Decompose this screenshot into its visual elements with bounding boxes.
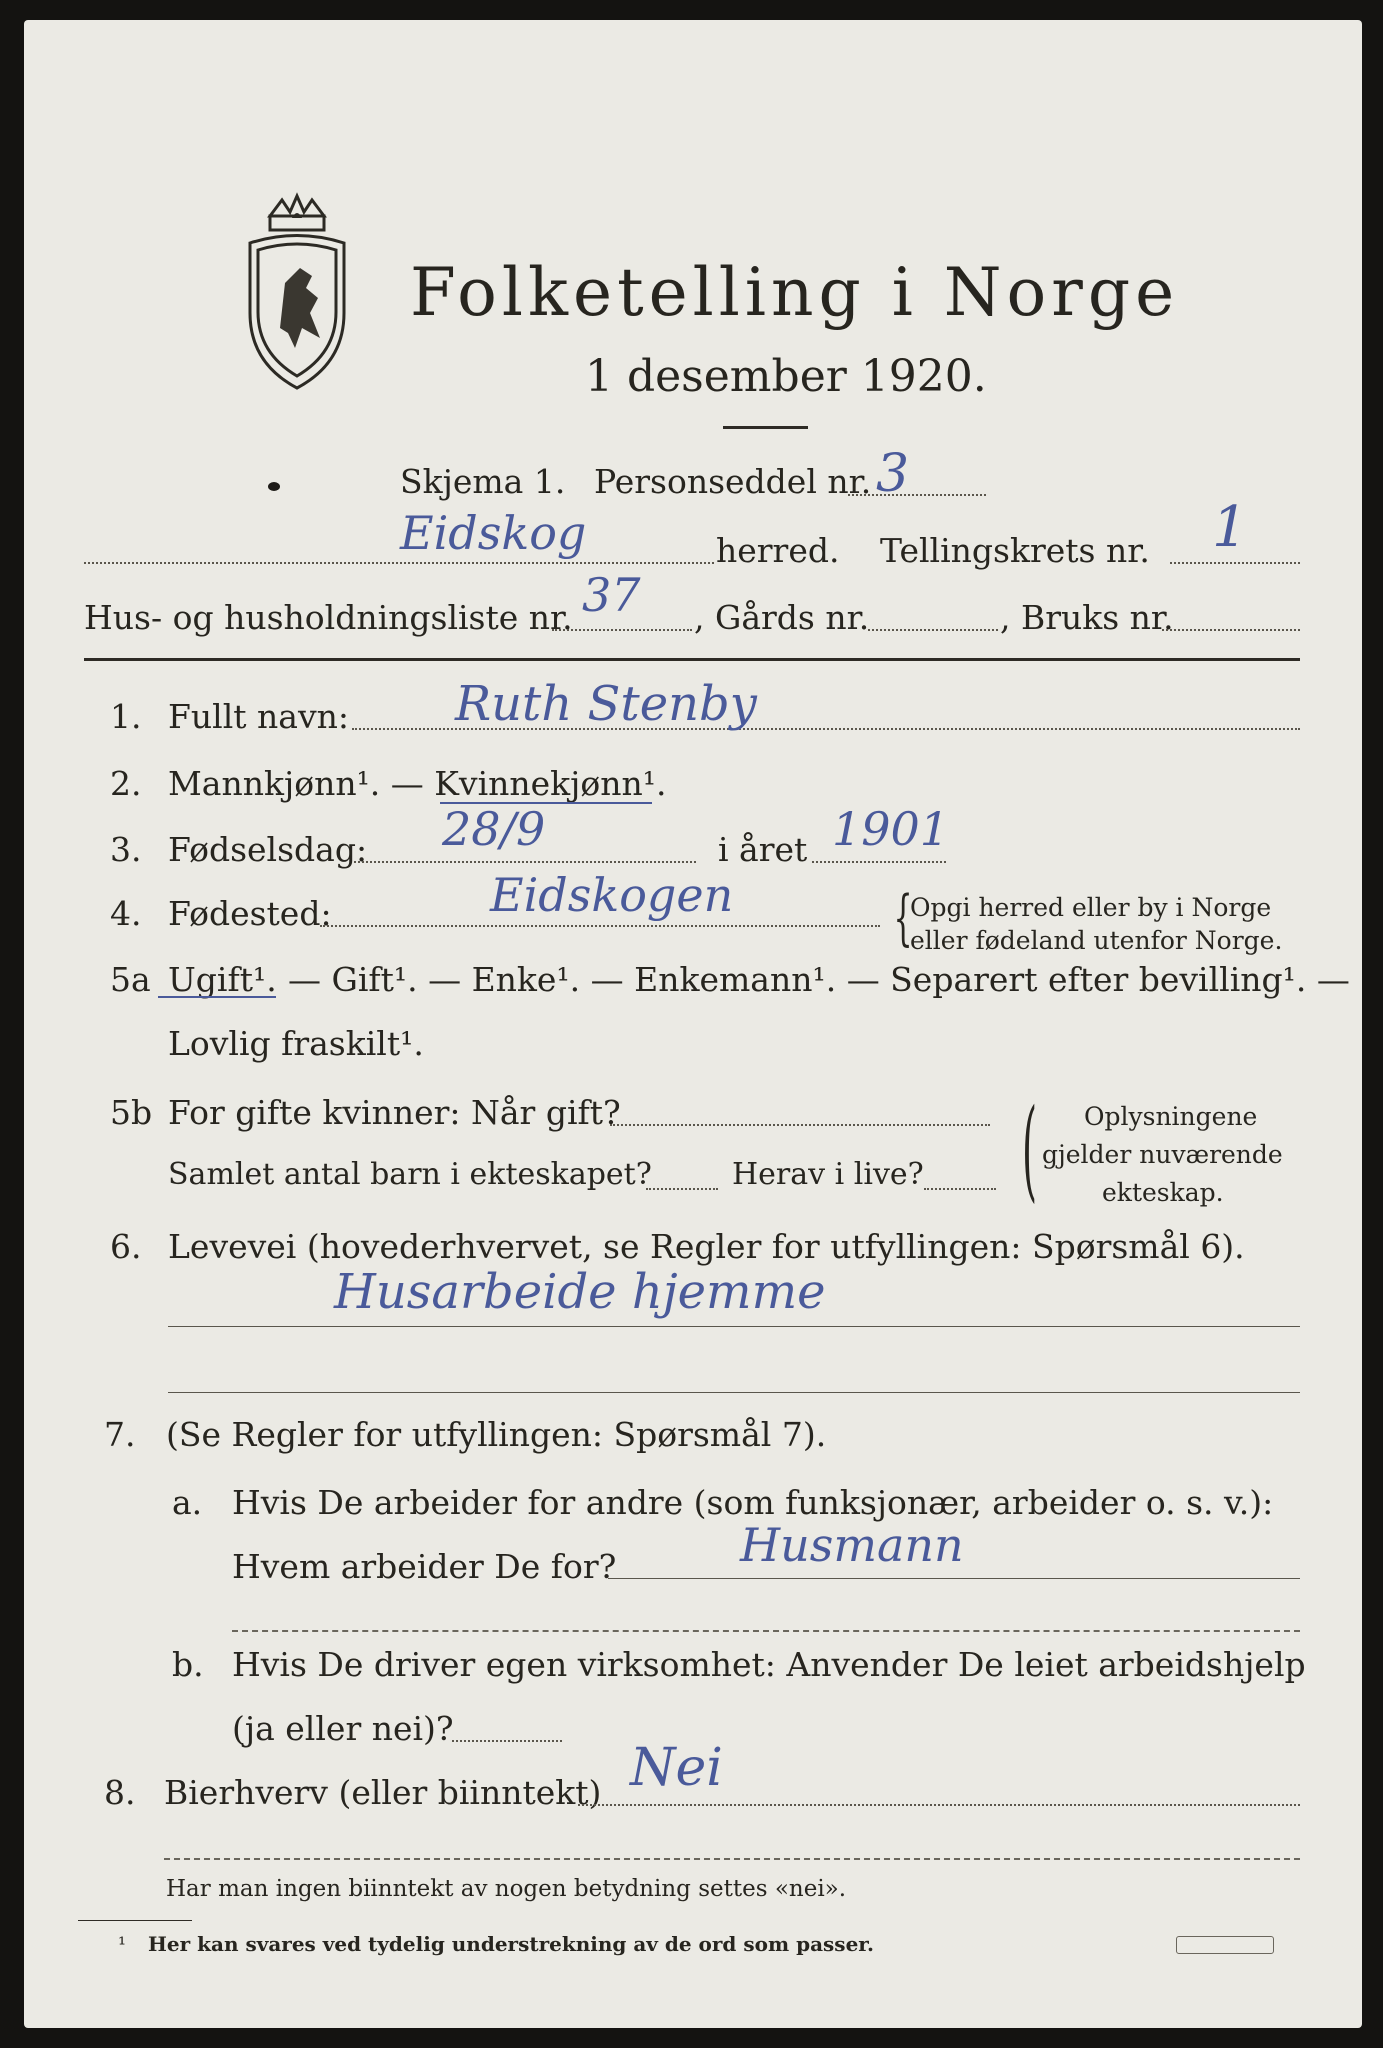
q7a-label2: Hvem arbeider De for? bbox=[232, 1547, 617, 1586]
tellingskrets-label: Tellingskrets nr. bbox=[880, 531, 1150, 570]
q5b-note-3: ekteskap. bbox=[1102, 1178, 1224, 1207]
q4-note-2: eller fødeland utenfor Norge. bbox=[910, 926, 1283, 955]
q6-number: 6. bbox=[110, 1227, 142, 1266]
full-name-value[interactable]: Ruth Stenby bbox=[455, 676, 757, 732]
personseddel-value[interactable]: 3 bbox=[876, 444, 910, 504]
bruks-label: , Bruks nr. bbox=[1000, 598, 1174, 637]
ugift-underline bbox=[158, 996, 276, 998]
coat-of-arms-icon bbox=[240, 188, 355, 393]
herred-line bbox=[84, 562, 714, 564]
census-date: 1 desember 1920. bbox=[585, 351, 987, 402]
q5b-line bbox=[610, 1124, 990, 1126]
q5a-line2: Lovlig fraskilt¹. bbox=[168, 1024, 424, 1063]
occupation-value[interactable]: Husarbeide hjemme bbox=[334, 1264, 826, 1320]
skjema-label: Skjema 1. bbox=[400, 462, 566, 501]
hus-value[interactable]: 37 bbox=[582, 568, 641, 622]
q5b-number: 5b bbox=[110, 1093, 153, 1132]
q7a-line bbox=[608, 1578, 1300, 1579]
q5b-line2 bbox=[646, 1188, 718, 1190]
personseddel-label: Personseddel nr. bbox=[594, 462, 872, 501]
q4-brace: { bbox=[893, 883, 913, 953]
q5b-label3: Herav i live? bbox=[732, 1157, 924, 1192]
q5b-label: For gifte kvinner: Når gift? bbox=[168, 1093, 621, 1132]
q7b-line bbox=[452, 1740, 562, 1742]
title-divider bbox=[723, 426, 808, 429]
q5a-ugift: Ugift¹. bbox=[168, 960, 277, 999]
q8-line bbox=[578, 1804, 1300, 1806]
q6-line1 bbox=[168, 1326, 1300, 1327]
q5b-note-1: Oplysningene bbox=[1084, 1102, 1258, 1131]
birthplace-value[interactable]: Eidskogen bbox=[490, 868, 734, 922]
q7-number: 7. bbox=[104, 1415, 136, 1454]
birthday-value[interactable]: 28/9 bbox=[442, 802, 546, 856]
tellingskrets-value[interactable]: 1 bbox=[1212, 495, 1248, 560]
herred-value[interactable]: Eidskog bbox=[400, 506, 587, 560]
q6-label: Levevei (hovederhvervet, se Regler for utfyllingen: Spørsmål 6). bbox=[168, 1227, 1245, 1266]
q4-note-1: Opgi herred eller by i Norge bbox=[910, 893, 1272, 922]
hus-label: Hus- og husholdningsliste nr. bbox=[84, 598, 573, 637]
q3-year-label: i året bbox=[718, 830, 808, 869]
q8-label: Bierhverv (eller biinntekt) bbox=[164, 1773, 602, 1812]
bruks-line bbox=[1162, 629, 1300, 631]
q8-number: 8. bbox=[104, 1773, 136, 1812]
q7-label: (Se Regler for utfyllingen: Spørsmål 7). bbox=[166, 1415, 827, 1454]
personseddel-line bbox=[848, 494, 986, 496]
q7b-label: Hvis De driver egen virksomhet: Anvender De leiet arbeidshjelp bbox=[232, 1645, 1306, 1684]
q5a-options: — Gift¹. — Enke¹. — Enkemann¹. — Separert efter bevilling¹. — bbox=[288, 960, 1350, 999]
printer-stamp bbox=[1176, 1936, 1274, 1954]
q3-year-line bbox=[812, 861, 946, 863]
gards-label: , Gårds nr. bbox=[694, 598, 870, 637]
footer-note: Har man ingen biinntekt av nogen betydning settes «nei». bbox=[166, 1876, 847, 1902]
form-title: Folketelling i Norge bbox=[410, 254, 1180, 331]
q5b-note-2: gjelder nuværende bbox=[1042, 1140, 1283, 1169]
q7b-letter: b. bbox=[172, 1645, 204, 1684]
q5b-brace: ( bbox=[1021, 1085, 1037, 1213]
q3-label: Fødselsdag: bbox=[168, 830, 368, 869]
employer-value[interactable]: Husmann bbox=[740, 1518, 964, 1572]
gards-line bbox=[868, 629, 998, 631]
q6-line2 bbox=[168, 1392, 1300, 1393]
q2-label: Mannkjønn¹. — Kvinnekjønn¹. bbox=[168, 764, 667, 803]
q4-line bbox=[320, 925, 880, 927]
birth-year-value[interactable]: 1901 bbox=[832, 802, 950, 856]
q4-number: 4. bbox=[110, 894, 142, 933]
q5b-line3 bbox=[924, 1188, 996, 1190]
q3-number: 3. bbox=[110, 830, 142, 869]
herred-label: herred. bbox=[716, 531, 840, 570]
footer-separator bbox=[78, 1920, 192, 1921]
footnote-mark: ¹ bbox=[118, 1932, 127, 1956]
q5a-number: 5a bbox=[110, 960, 151, 999]
header-separator bbox=[84, 658, 1300, 661]
footnote-text: Her kan svares ved tydelig understrekning av de ord som passer. bbox=[148, 1932, 874, 1956]
q2-number: 2. bbox=[110, 764, 142, 803]
q3-line bbox=[354, 861, 696, 863]
q8-line2 bbox=[164, 1858, 1300, 1860]
bullet-dot bbox=[268, 482, 280, 491]
q1-label: Fullt navn: bbox=[168, 697, 349, 736]
q7a-label: Hvis De arbeider for andre (som funksjonær, arbeider o. s. v.): bbox=[232, 1483, 1274, 1522]
q7a-letter: a. bbox=[172, 1483, 203, 1522]
hus-line bbox=[552, 629, 692, 631]
q4-label: Fødested: bbox=[168, 894, 332, 933]
side-income-value[interactable]: Nei bbox=[630, 1738, 723, 1798]
q7b-label2: (ja eller nei)? bbox=[232, 1709, 454, 1748]
q7a-line2 bbox=[232, 1630, 1300, 1632]
tellingskrets-line bbox=[1170, 562, 1300, 564]
q1-number: 1. bbox=[110, 697, 142, 736]
q5b-label2: Samlet antal barn i ekteskapet? bbox=[168, 1157, 652, 1192]
